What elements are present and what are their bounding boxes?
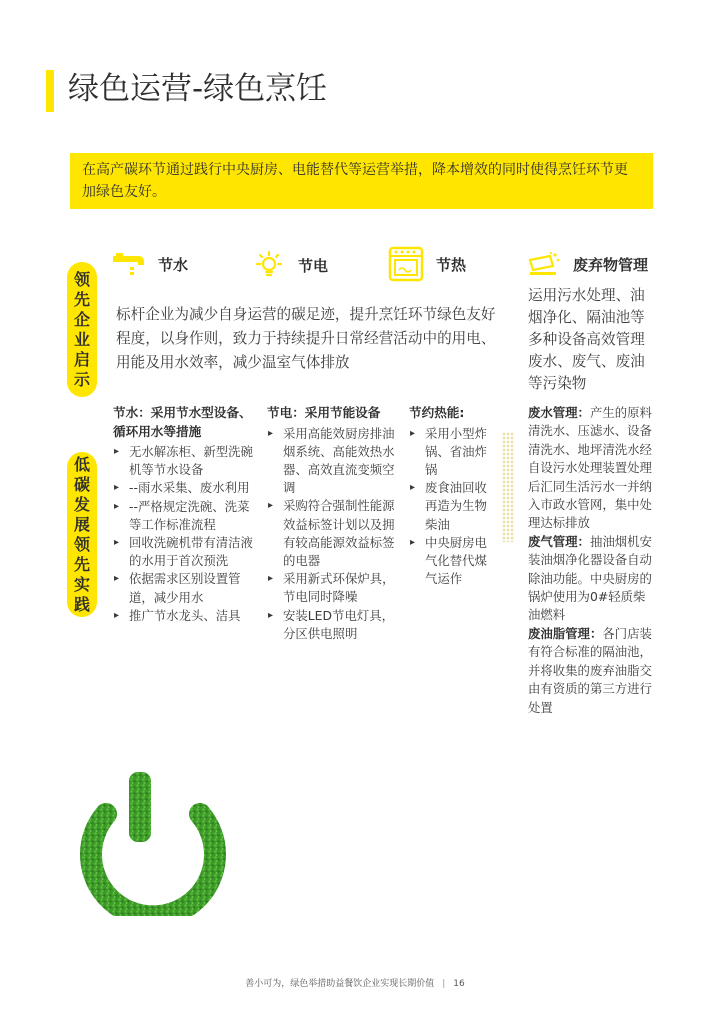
category-label: 节电 <box>298 256 329 275</box>
footer-text: 善小可为，绿色举措助益餐饮企业实现长期价值 <box>245 979 435 989</box>
lightbulb-icon <box>252 250 286 280</box>
list-item: ▸ 安装LED节电灯具，分区供电照明 <box>267 607 395 643</box>
side-label-char: 先 <box>73 554 90 574</box>
oven-icon <box>388 246 424 282</box>
list-item: ▸ 采购符合强制性能源效益标签计划以及拥有较高能源效益标签的电器 <box>267 497 395 570</box>
column-heading: 节电：采用节能设备 <box>267 405 381 420</box>
side-label-leading-insights <box>67 262 97 397</box>
category-label: 废弃物管理 <box>573 255 649 274</box>
list-item: ▸ 采用新式环保炉具，节电同时降噪 <box>267 570 395 606</box>
side-label-char: 示 <box>73 369 90 389</box>
side-label-char: 践 <box>73 594 90 614</box>
side-label-char: 领 <box>73 269 90 289</box>
column-heading: 节水：采用节水型设备、循环用水等措施 <box>113 405 252 439</box>
waste-detail-paragraph <box>528 533 656 625</box>
category-power <box>252 250 328 280</box>
page-title: 绿色运营-绿色烹饪 <box>68 71 328 107</box>
list-item: ▸ 采用小型炸锅、省油炸锅 <box>409 425 499 480</box>
faucet-icon <box>112 250 146 278</box>
list-item: ▸ 推广节水龙头、洁具 <box>113 607 258 625</box>
title-accent-bar <box>46 70 54 112</box>
bullet-list <box>267 425 395 643</box>
power-saving-column <box>267 404 395 643</box>
power-symbol-icon <box>58 766 248 916</box>
heat-saving-column <box>409 404 499 588</box>
category-water <box>112 250 188 278</box>
side-label-char: 碳 <box>73 474 90 494</box>
waste-detail-label: 废水管理： <box>528 405 590 420</box>
footer-separator: | <box>442 979 446 989</box>
list-item: ▸ --严格规定洗碗、洗菜等工作标准流程 <box>113 498 258 534</box>
category-waste <box>527 250 648 278</box>
waste-detail-text: 抽油烟机安装油烟净化器设备自动除油功能。中央厨房的锅炉使用为0#轻质柴油燃料 <box>528 533 652 623</box>
page-footer <box>0 976 710 989</box>
side-label-char: 先 <box>73 289 90 309</box>
list-item: ▸ --雨水采集、废水利用 <box>113 479 258 497</box>
waste-detail-label: 废油脂管理： <box>528 625 603 641</box>
column-heading: 节约热能: <box>409 405 465 420</box>
waste-detail-paragraph <box>528 625 656 717</box>
side-label-char: 发 <box>73 494 90 514</box>
waste-detail-label: 废气管理： <box>528 533 590 549</box>
side-label-char: 展 <box>73 514 90 534</box>
side-label-char: 低 <box>73 454 90 474</box>
category-heat <box>388 246 466 282</box>
category-label: 节水 <box>158 255 189 274</box>
page-number: 16 <box>453 979 465 989</box>
waste-detail-text: 产生的原料清洗水、压滤水、设备清洗水、地坪清洗水经自设污水处理装置处理后汇同生活污水一并纳入市政水管网，集中处理达标排放 <box>528 405 652 531</box>
side-label-char: 领 <box>73 534 90 554</box>
bullet-list <box>113 443 258 625</box>
category-label: 节热 <box>436 255 467 274</box>
waste-icon <box>527 250 561 278</box>
summary-banner: 在高产碳环节通过践行中央厨房、电能替代等运营举措，降本增效的同时使得烹饪环节更加绿色友好。 <box>70 153 653 209</box>
waste-detail-text: 各门店装有符合标准的隔油池，并将收集的废弃油脂交由有资质的第三方进行处置 <box>528 625 652 715</box>
side-label-low-carbon-practice <box>67 452 97 617</box>
bullet-list <box>409 425 499 589</box>
water-saving-column <box>113 404 258 625</box>
waste-management-details <box>528 404 656 717</box>
list-item: ▸ 采用高能效厨房排油烟系统、高能效热水器、高效直流变频空调 <box>267 425 395 498</box>
list-item: ▸ 中央厨房电气化替代煤气运作 <box>409 534 499 589</box>
side-label-char: 实 <box>73 574 90 594</box>
side-label-char: 启 <box>73 349 90 369</box>
decorative-dot-pattern <box>502 432 514 542</box>
list-item: ▸ 废食油回收再造为生物柴油 <box>409 479 499 534</box>
list-item: ▸ 无水解冻柜、新型洗碗机等节水设备 <box>113 443 258 479</box>
list-item: ▸ 依据需求区别设置管道，减少用水 <box>113 570 258 606</box>
list-item: ▸ 回收洗碗机带有清洁液的水用于首次预洗 <box>113 534 258 570</box>
intro-paragraph: 标杆企业为减少自身运营的碳足迹，提升烹饪环节绿色友好程度，以身作则，致力于持续提升日常经营活动中的用电、用能及用水效率，减少温室气体排放 <box>116 306 496 371</box>
side-label-char: 业 <box>73 329 90 349</box>
side-label-char: 企 <box>73 309 90 329</box>
waste-intro-paragraph: 运用污水处理、油烟净化、隔油池等多种设备高效管理废水、废气、废油等污染物 <box>528 287 645 392</box>
waste-detail-paragraph <box>528 404 656 533</box>
